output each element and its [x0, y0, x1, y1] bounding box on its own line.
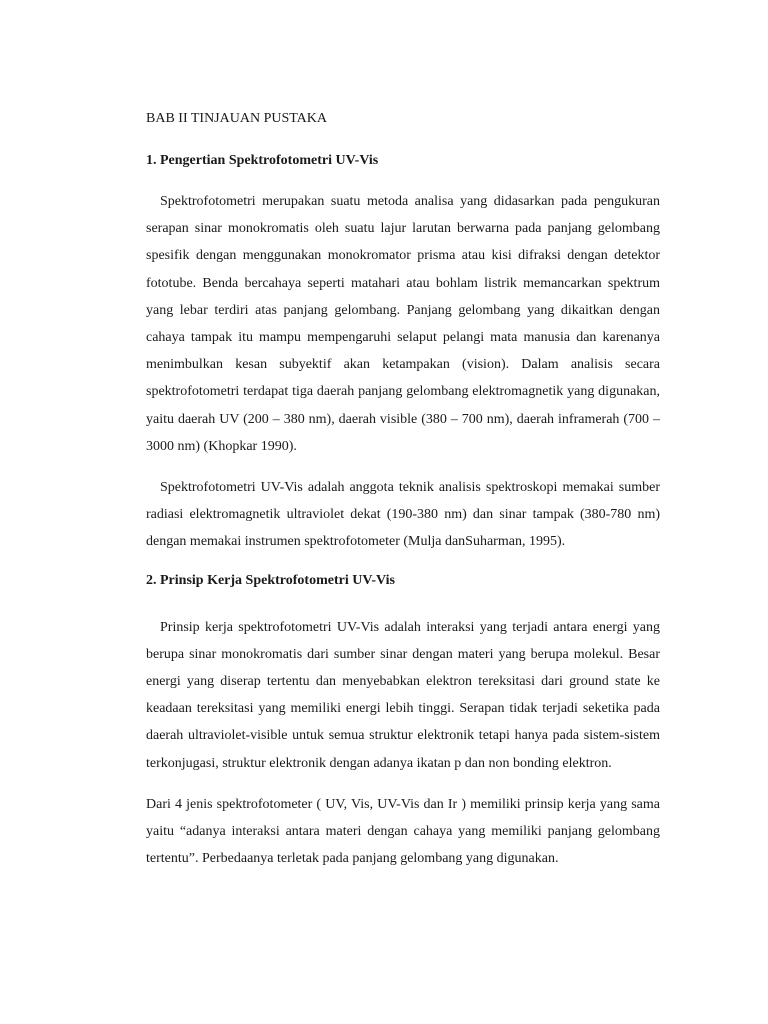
- section-1-paragraph-1: Spektrofotometri merupakan suatu metoda analisa yang didasarkan pada pengukuran serapan sinar monokromatis oleh suatu lajur larutan berwarna pada panjang gelombang spesifik dengan menggunakan monokromator prisma atau kisi difraksi dengan detektor fototube. Benda bercahaya seperti matahari atau bohlam listrik memancarkan spektrum yang lebar terdiri atas panjang gelombang. Panjang gelombang yang dikaitkan dengan cahaya tampak itu mampu mempengaruhi selaput pelangi mata manusia dan karenanya menimbulkan kesan subyektif akan ketampakan (vision). Dalam analisis secara spektrofotometri terdapat tiga daerah panjang gelombang elektromagnetik yang digunakan, yaitu daerah UV (200 – 380 nm), daerah visible (380 – 700 nm), daerah inframerah (700 – 3000 nm) (Khopkar 1990).: [146, 194, 660, 454]
- section-1-paragraph-2: Spektrofotometri UV-Vis adalah anggota teknik analisis spektroskopi memakai sumber radiasi elektromagnetik ultraviolet dekat (190-380 nm) dan sinar tampak (380-780 nm) dengan memakai instrumen spektrofotometer (Mulja danSuharman, 1995).: [146, 480, 660, 550]
- document-page: [146, 108, 660, 886]
- section-1-heading: 1. Pengertian Spektrofotometri UV-Vis: [146, 153, 379, 168]
- section-2-paragraph-1: Prinsip kerja spektrofotometri UV-Vis adalah interaksi yang terjadi antara energi yang berupa sinar monokromatis dari sumber sinar dengan materi yang berupa molekul. Besar energi yang diserap tertentu dan menyebabkan elektron tereksitasi dari ground state ke keadaan tereksitasi yang memiliki energi lebih tinggi. Serapan tidak terjadi seketika pada daerah ultraviolet-visible untuk semua struktur elektronik tetapi hanya pada sistem-sistem terkonjugasi, struktur elektronik dengan adanya ikatan p dan non bonding elektron.: [146, 619, 660, 771]
- chapter-title: BAB II TINJAUAN PUSTAKA: [146, 111, 328, 126]
- section-2-paragraph-2: Dari 4 jenis spektrofotometer ( UV, Vis, UV-Vis dan Ir ) memiliki prinsip kerja yang sama yaitu “adanya interaksi antara materi dengan cahaya yang memiliki panjang gelombang tertentu”. Perbedaanya terletak pada panjang gelombang yang digunakan.: [146, 796, 660, 867]
- section-2-heading: 2. Prinsip Kerja Spektrofotometri UV-Vis: [146, 572, 395, 588]
